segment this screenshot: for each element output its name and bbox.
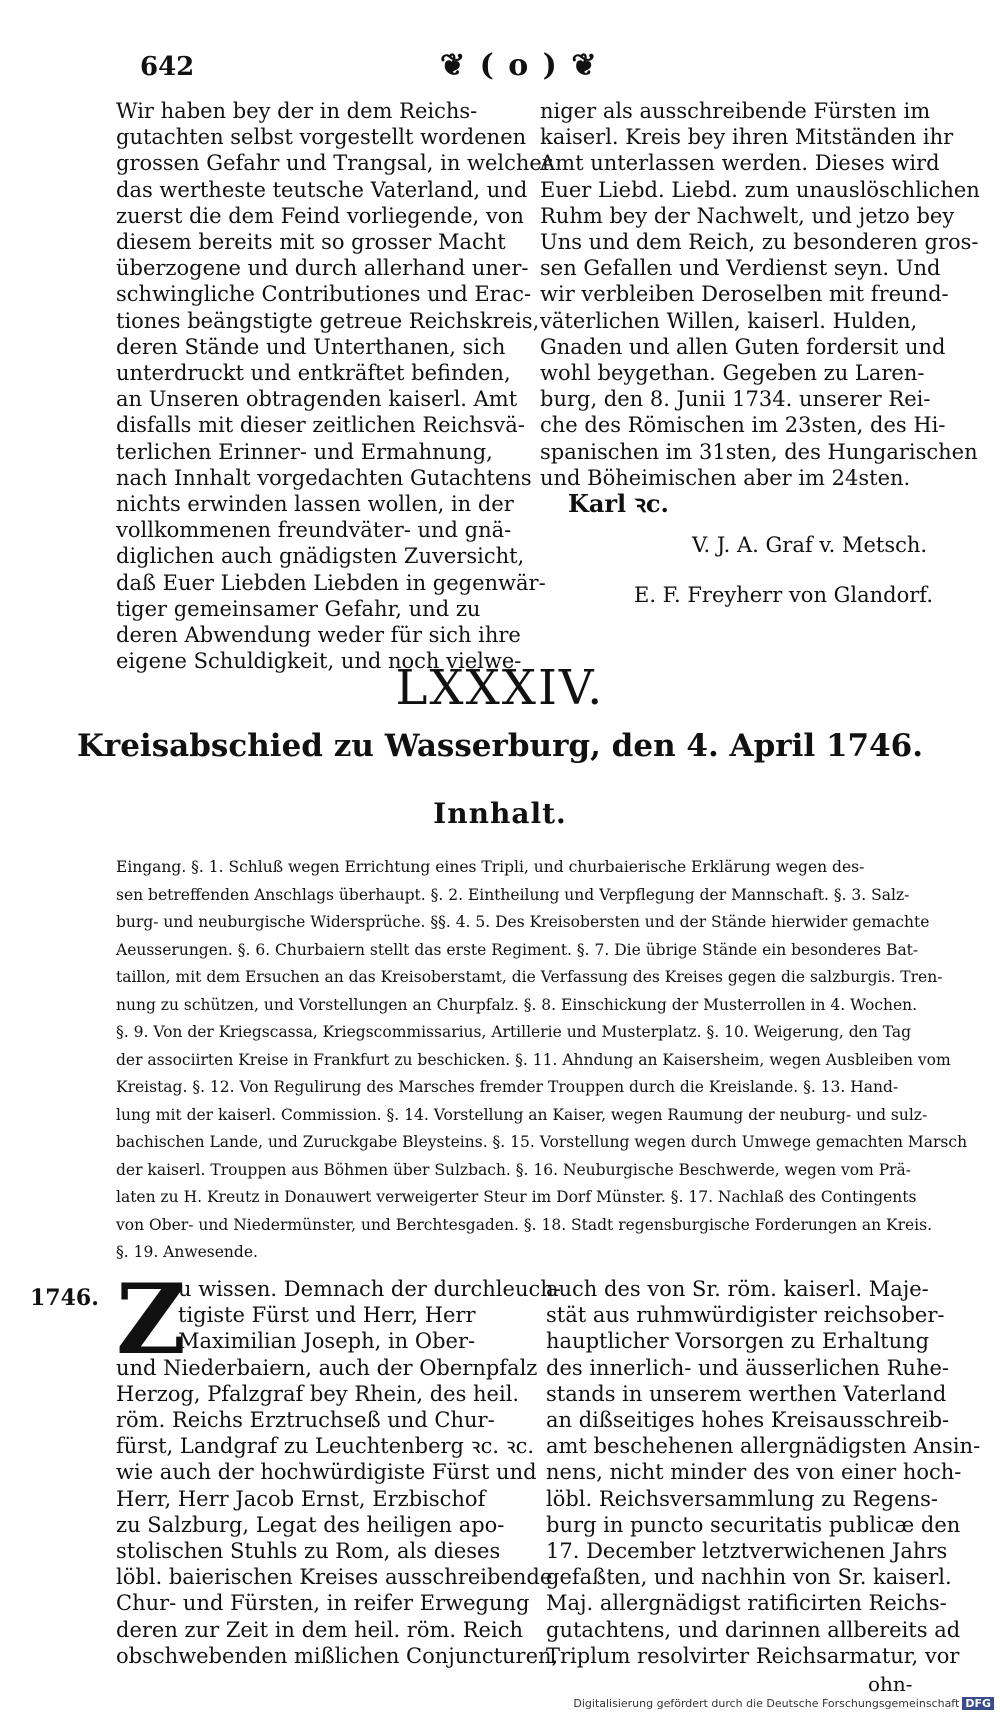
- text-line: das wertheste teutsche Vaterland, und: [116, 177, 528, 202]
- text-line: Maj. allergnädigst ratificirten Reichs-: [546, 1591, 947, 1616]
- text-line: zuerst die dem Feind vorliegende, von: [116, 203, 524, 228]
- text-line: nens, nicht minder des von einer hoch-: [546, 1460, 962, 1485]
- page-number: 642: [140, 52, 195, 82]
- text-line: der kaiserl. Trouppen aus Böhmen über Sulzbach. §. 16. Neuburgische Beschwerde, wegen vom Prä-: [116, 1160, 912, 1179]
- section-number: LXXXIV.: [395, 660, 605, 716]
- text-line: deren Abwendung weder für sich ihre: [116, 623, 521, 648]
- contents-heading: Innhalt.: [433, 797, 567, 830]
- text-line: tiones beängstigte getreue Reichskreis,: [116, 308, 540, 333]
- text-line: disfalls mit dieser zeitlichen Reichsvä-: [116, 413, 525, 438]
- text-line: Ruhm bey der Nachwelt, und jetzo bey: [540, 203, 955, 228]
- text-line: der associirten Kreise in Frankfurt zu beschicken. §. 11. Ahndung an Kaisersheim, wegen Ausbleiben vom: [116, 1050, 951, 1069]
- text-line: 17. December letztverwichenen Jahrs: [546, 1539, 948, 1564]
- text-line: Aeusserungen. §. 6. Churbaiern stellt das erste Regiment. §. 7. Die übrige Stände ein besonderes Bat-: [116, 940, 919, 959]
- countersign-metsch: V. J. A. Graf v. Metsch.: [692, 533, 928, 557]
- text-line: und Niederbaiern, auch der Obernpfalz: [116, 1355, 538, 1380]
- text-line: Herzog, Pfalzgraf bey Rhein, des heil.: [116, 1381, 520, 1406]
- text-line: unterdruckt und entkräftet befinden,: [116, 361, 511, 386]
- text-line: Uns und dem Reich, zu besonderen gros-: [540, 230, 979, 255]
- text-line: sen Gefallen und Verdienst seyn. Und: [540, 256, 941, 281]
- text-line: fürst, Landgraf zu Leuchtenberg ꝛc. ꝛc.: [116, 1434, 535, 1459]
- text-line: des innerlich- und äusserlichen Ruhe-: [546, 1355, 950, 1380]
- body-left-column: [116, 1276, 561, 1669]
- footer-text: Digitalisierung gefördert durch die Deutsche Forschungsgemeinschaft: [573, 1697, 960, 1710]
- text-line: §. 19. Anwesende.: [116, 1243, 258, 1261]
- text-line: kaiserl. Kreis bey ihren Mitständen ihr: [540, 125, 954, 150]
- text-line: amt beschehenen allergnädigsten Ansin-: [546, 1434, 981, 1459]
- text-line: terlichen Erinner- und Ermahnung,: [116, 439, 493, 464]
- drop-cap: Z: [116, 1263, 187, 1376]
- text-line: wir verbleiben Deroselben mit freund-: [540, 282, 949, 307]
- text-line: burg in puncto securitatis publicæ den: [546, 1512, 961, 1537]
- text-line: auch des von Sr. röm. kaiserl. Maje-: [546, 1277, 929, 1301]
- text-line: an dißseitiges hohes Kreisausschreib-: [546, 1408, 950, 1433]
- text-line: wie auch der hochwürdigiste Fürst und: [116, 1460, 537, 1485]
- text-line: Euer Liebd. Liebd. zum unauslöschlichen: [540, 177, 980, 202]
- text-line: diesem bereits mit so grosser Macht: [116, 230, 506, 255]
- text-line: hauptlicher Vorsorgen zu Erhaltung: [546, 1329, 930, 1354]
- signature: Karl ꝛc.: [568, 489, 669, 518]
- text-line: bachischen Lande, und Zuruckgabe Bleysteins. §. 15. Vorstellung wegen durch Umwege gemachten Marsch: [116, 1133, 968, 1151]
- text-line: u wissen. Demnach der durchleuch-: [178, 1277, 561, 1301]
- header-ornament: ❦ ( o ) ❦: [440, 48, 599, 83]
- text-line: Amt unterlassen werden. Dieses wird: [540, 151, 940, 176]
- text-line: tiger gemeinsamer Gefahr, und zu: [116, 596, 481, 621]
- text-line: gefaßten, und nachhin von Sr. kaiserl.: [546, 1565, 952, 1590]
- letter-left-column: [116, 98, 552, 674]
- text-line: tigiste Fürst und Herr, Herr: [178, 1303, 476, 1328]
- text-line: Eingang. §. 1. Schluß wegen Errichtung eines Tripli, und churbaierische Erklärung wegen des-: [116, 858, 865, 876]
- text-line: deren Stände und Unterthanen, sich: [116, 334, 506, 359]
- text-line: wohl beygethan. Gegeben zu Laren-: [540, 361, 925, 386]
- text-line: spanischen im 31sten, des Hungarischen: [540, 439, 978, 464]
- text-line: che des Römischen im 23sten, des Hi-: [540, 413, 946, 438]
- countersign-glandorf: E. F. Freyherr von Glandorf.: [634, 583, 934, 607]
- text-line: stät aus ruhmwürdigister reichsober-: [546, 1303, 945, 1328]
- text-line: nichts erwinden lassen wollen, in der: [116, 492, 514, 517]
- letter-right-column: [540, 98, 980, 491]
- text-line: burg- und neuburgische Widersprüche. §§. 4. 5. Des Kreisobersten und der Stände hierwider gemachte: [116, 913, 930, 931]
- text-line: burg, den 8. Junii 1734. unserer Rei-: [540, 387, 931, 412]
- text-line: väterlichen Willen, kaiserl. Hulden,: [540, 308, 918, 333]
- text-line: sen betreffenden Anschlags überhaupt. §. 2. Eintheilung und Verpflegung der Mannschaft. §. 3. Salz-: [116, 885, 910, 904]
- dfg-logo: DFG: [962, 1697, 994, 1710]
- text-line: Wir haben bey der in dem Reichs-: [116, 99, 478, 123]
- text-line: schwingliche Contributiones und Erac-: [116, 282, 532, 307]
- text-line: zu Salzburg, Legat des heiligen apo-: [116, 1512, 505, 1537]
- body-right-column: [546, 1276, 981, 1669]
- text-line: Herr, Herr Jacob Ernst, Erzbischof: [116, 1486, 486, 1511]
- text-line: stands in unserem werthen Vaterland: [546, 1381, 947, 1406]
- text-line: Triplum resolvirter Reichsarmatur, vor: [546, 1643, 960, 1668]
- text-line: Kreistag. §. 12. Von Regulirung des Marsches fremder Trouppen durch die Kreislande. §. 13. Hand-: [116, 1078, 899, 1096]
- text-line: Chur- und Fürsten, in reifer Erwegung: [116, 1591, 530, 1616]
- text-line: taillon, mit dem Ersuchen an das Kreisoberstamt, die Verfassung des Kreises gegen die salzburgis. Tren-: [116, 968, 943, 986]
- text-line: deren zur Zeit in dem heil. röm. Reich: [116, 1617, 523, 1642]
- text-line: laten zu H. Kreutz in Donauwert verweigerter Steur im Dorf Münster. §. 17. Nachlaß des Contingents: [116, 1188, 917, 1206]
- digitization-footer: [573, 1697, 994, 1710]
- margin-year: 1746.: [30, 1285, 99, 1311]
- text-line: röm. Reichs Erztruchseß und Chur-: [116, 1408, 495, 1433]
- text-line: lung mit der kaiserl. Commission. §. 14. Vorstellung an Kaiser, wegen Raumung der neuburg- und sulz-: [116, 1105, 928, 1124]
- text-line: grossen Gefahr und Trangsal, in welcher: [116, 151, 552, 176]
- text-line: an Unseren obtragenden kaiserl. Amt: [116, 387, 518, 412]
- text-line: daß Euer Liebden Liebden in gegenwär-: [116, 570, 546, 595]
- text-line: §. 9. Von der Kriegscassa, Kriegscommissarius, Artillerie und Musterplatz. §. 10. Weigerung, den Tag: [116, 1023, 912, 1041]
- section-title: Kreisabschied zu Wasserburg, den 4. April 1746.: [76, 728, 924, 764]
- text-line: diglichen auch gnädigsten Zuversicht,: [116, 544, 525, 569]
- contents-summary: [116, 854, 968, 1267]
- text-line: gutachtens, und darinnen allbereits ad: [546, 1617, 961, 1642]
- text-line: stolischen Stuhls zu Rom, als dieses: [116, 1539, 501, 1564]
- text-line: eigene Schuldigkeit, und noch vielwe-: [116, 649, 522, 674]
- text-line: gutachten selbst vorgestellt wordenen: [116, 125, 527, 150]
- text-line: Gnaden und allen Guten fordersit und: [540, 334, 946, 359]
- text-line: überzogene und durch allerhand uner-: [116, 256, 529, 281]
- text-line: niger als ausschreibende Fürsten im: [540, 99, 931, 123]
- text-line: von Ober- und Niedermünster, und Berchtesgaden. §. 18. Stadt regensburgische Forderungen an Kreis.: [116, 1215, 933, 1234]
- text-line: und Böheimischen aber im 24sten.: [540, 465, 911, 490]
- text-line: löbl. Reichsversammlung zu Regens-: [546, 1486, 938, 1511]
- text-line: nach Innhalt vorgedachten Gutachtens: [116, 465, 532, 490]
- text-line: obschwebenden mißlichen Conjuncturen,: [116, 1643, 559, 1668]
- text-line: löbl. baierischen Kreises ausschreibende: [116, 1565, 553, 1590]
- text-line: nung zu schützen, und Vorstellungen an Churpfalz. §. 8. Einschickung der Musterrollen in 4. Wochen.: [116, 995, 918, 1014]
- catchword: ohn-: [868, 1672, 913, 1696]
- text-line: Maximilian Joseph, in Ober-: [178, 1329, 476, 1354]
- text-line: vollkommenen freundväter- und gnä-: [116, 518, 512, 543]
